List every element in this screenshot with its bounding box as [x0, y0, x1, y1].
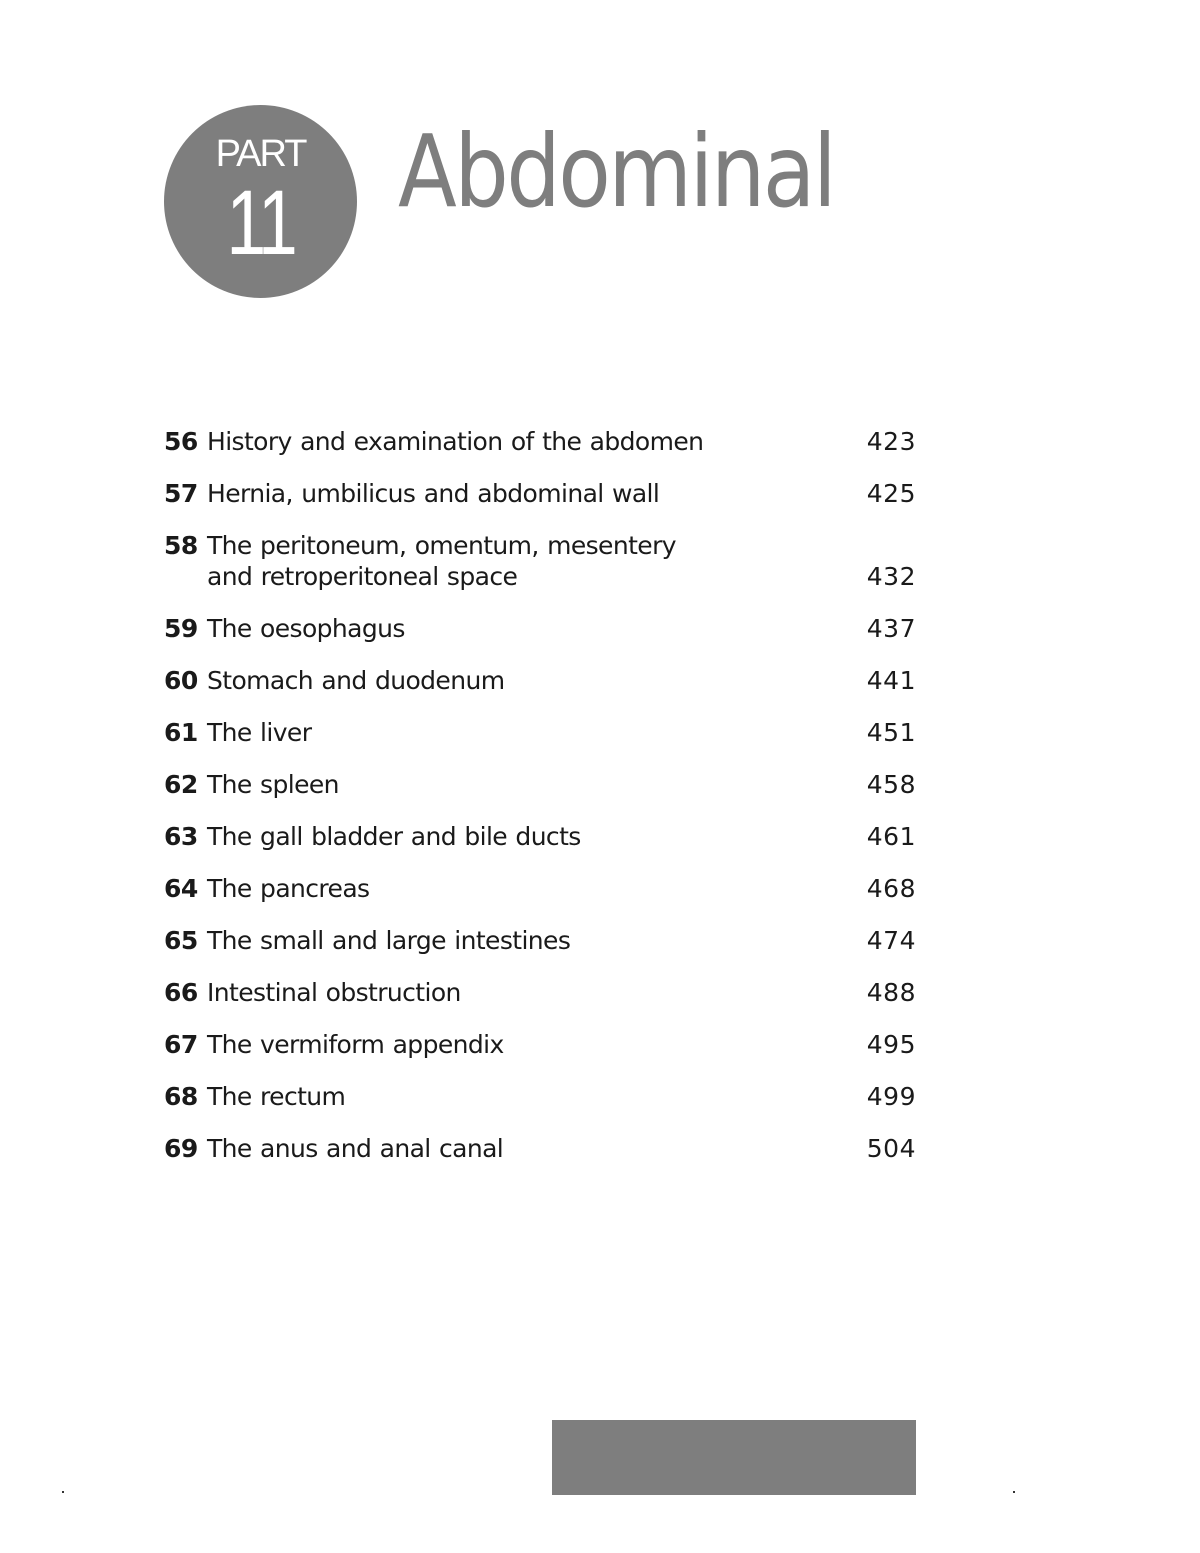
chapter-number: 63	[164, 822, 198, 851]
chapter-title: The pancreas	[207, 874, 370, 903]
toc-entry[interactable]	[164, 977, 916, 1008]
chapter-title: The oesophagus	[207, 614, 405, 643]
chapter-page: 432	[866, 562, 916, 591]
part-badge	[164, 105, 357, 298]
footer-bar	[552, 1420, 916, 1495]
chapter-page: 504	[866, 1134, 916, 1163]
chapter-number: 64	[164, 874, 198, 903]
chapter-title: The anus and anal canal	[207, 1134, 504, 1163]
chapter-number: 58	[164, 531, 198, 560]
chapter-number: 57	[164, 479, 198, 508]
toc-entry[interactable]	[164, 1133, 916, 1164]
toc-entry[interactable]	[164, 613, 916, 644]
chapter-title: The peritoneum, omentum, mesentery and retroperitoneal space	[207, 531, 676, 591]
toc-entry[interactable]	[164, 769, 916, 800]
toc-entry[interactable]	[164, 925, 916, 956]
chapter-title: Stomach and duodenum	[207, 666, 505, 695]
chapter-title: Hernia, umbilicus and abdominal wall	[207, 479, 660, 508]
chapter-number: 69	[164, 1134, 198, 1163]
chapter-page: 423	[866, 427, 916, 456]
corner-mark-right	[1013, 1491, 1015, 1493]
chapter-title: Intestinal obstruction	[207, 978, 461, 1007]
toc-entry[interactable]	[164, 665, 916, 696]
chapter-number: 61	[164, 718, 198, 747]
toc-entry[interactable]	[164, 426, 916, 457]
toc-entry[interactable]	[164, 717, 916, 748]
chapter-page: 488	[866, 978, 916, 1007]
part-number: 11	[226, 172, 295, 274]
chapter-title: The liver	[207, 718, 312, 747]
toc-entry[interactable]	[164, 873, 916, 904]
toc-entry[interactable]	[164, 478, 916, 509]
chapter-title: The vermiform appendix	[207, 1030, 504, 1059]
part-title: Abdominal	[398, 113, 835, 230]
chapter-title: The gall bladder and bile ducts	[207, 822, 581, 851]
chapter-number: 59	[164, 614, 198, 643]
chapter-number: 56	[164, 427, 198, 456]
chapter-page: 451	[866, 718, 916, 747]
corner-mark-left	[62, 1491, 64, 1493]
chapter-page: 437	[866, 614, 916, 643]
toc-entry[interactable]	[164, 530, 916, 592]
chapter-title: The rectum	[207, 1082, 346, 1111]
chapter-page: 499	[866, 1082, 916, 1111]
chapter-number: 62	[164, 770, 198, 799]
chapter-number: 60	[164, 666, 198, 695]
chapter-title: History and examination of the abdomen	[207, 427, 704, 456]
chapter-number: 67	[164, 1030, 198, 1059]
chapter-page: 468	[866, 874, 916, 903]
table-of-contents	[164, 426, 916, 1185]
chapter-page: 461	[866, 822, 916, 851]
chapter-page: 458	[866, 770, 916, 799]
chapter-page: 495	[866, 1030, 916, 1059]
chapter-page: 425	[866, 479, 916, 508]
chapter-title: The spleen	[207, 770, 339, 799]
part-label: PART	[215, 133, 306, 175]
toc-entry[interactable]	[164, 1029, 916, 1060]
toc-entry[interactable]	[164, 821, 916, 852]
chapter-page: 441	[866, 666, 916, 695]
chapter-title: The small and large intestines	[207, 926, 571, 955]
chapter-page: 474	[866, 926, 916, 955]
chapter-number: 66	[164, 978, 198, 1007]
chapter-number: 68	[164, 1082, 198, 1111]
toc-entry[interactable]	[164, 1081, 916, 1112]
chapter-number: 65	[164, 926, 198, 955]
